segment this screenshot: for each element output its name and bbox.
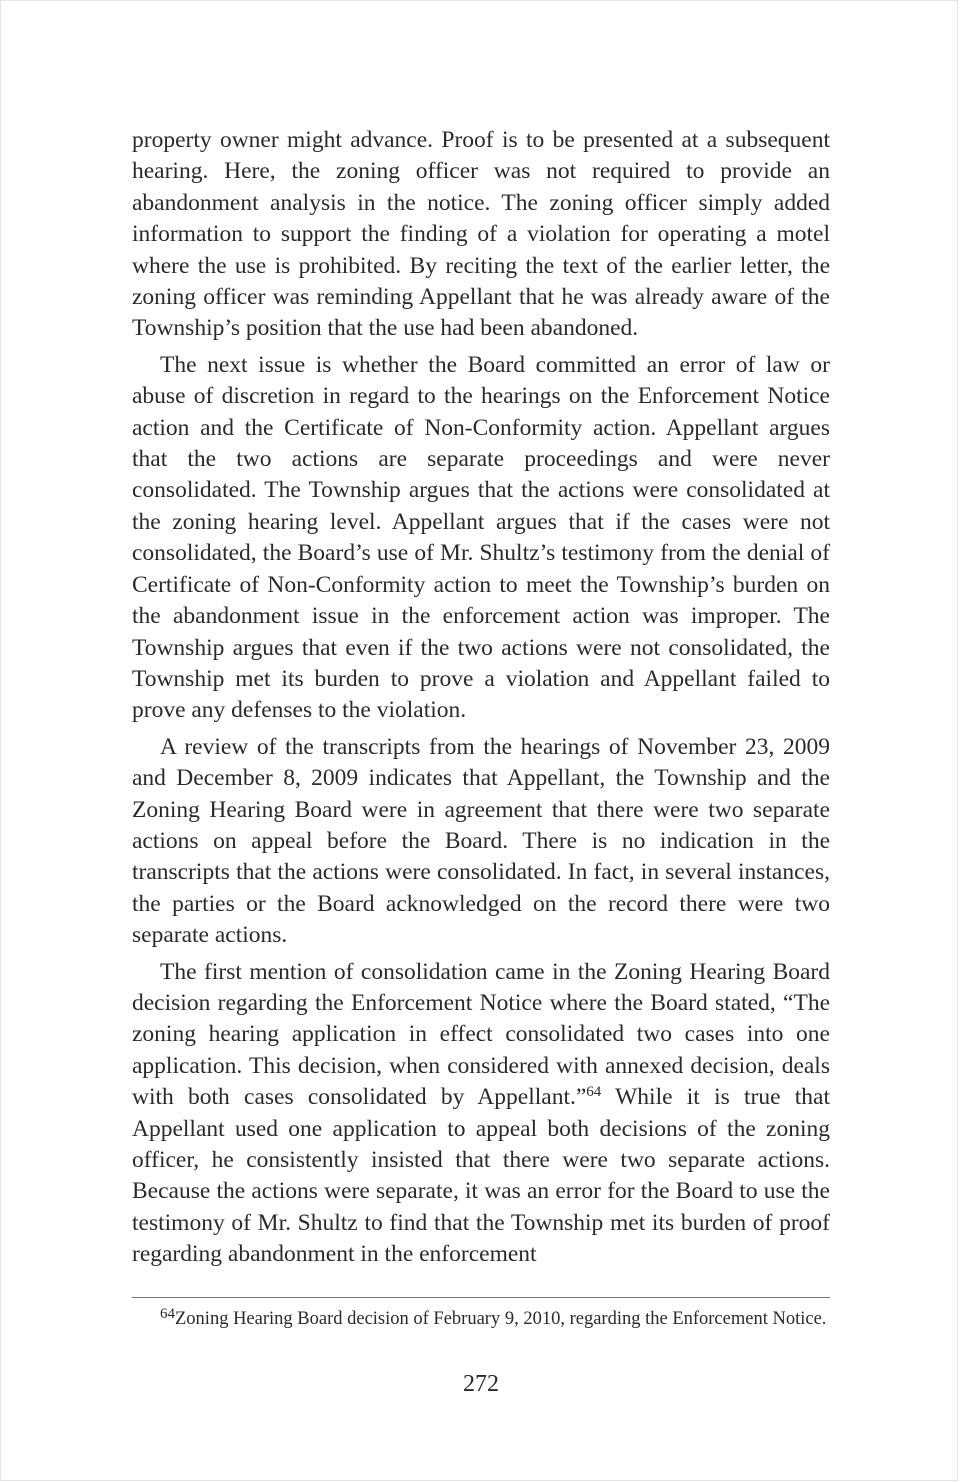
paragraph-first-mention-tail: While it is true that Appellant used one application to appeal both decisions of the zoning officer, he consistently insisted that there were two separate actions. Because the actions were separate, it was an error for the Board to use the testimony of Mr. Shultz to find that the Township met its burden of proof regarding abandonment in the enforcement [132,1084,830,1268]
footnote-reference[interactable]: 64 [586,1084,602,1101]
body-text [132,125,830,1276]
paragraph-first-mention-lead: The first mention of consolidation came in the Zoning Hearing Board decision regarding the Enforcement Notice where the Board stated, “The zoning hearing application in effect consolidated two cases into one application. This decision, when considered with annexed decision, deals with both cases consolidated by Appellant.” [132,958,830,1111]
footnote-text: Zoning Hearing Board decision of February 9, 2010, regarding the Enforcement Notice. [175,1309,827,1329]
paragraph-consolidation-issue: The next issue is whether the Board committed an error of law or abuse of discretion in regard to the hearings on the Enforcement Notice action and the Certificate of Non-Conformity action. Appellant argues that the two actions are separate proceedings and were never consolidated. The Township argues that the actions were consolidated at the zoning hearing level. Appellant argues that if the cases were not consolidated, the Board’s use of Mr. Shultz’s testimony from the denial of Certificate of Non-Conformity action to meet the Township’s burden on the abandonment issue in the enforcement action was improper. The Township argues that even if the two actions were not consolidated, the Township met its burden to prove a violation and Appellant failed to prove any defenses to the violation. [132,351,830,724]
footnote-number: 64 [160,1306,175,1322]
page-number: 272 [463,1371,499,1397]
footnote [132,1307,830,1331]
footnote-divider [132,1297,830,1298]
paragraph-continued: property owner might advance. Proof is to be presented at a subsequent hearing. Here, the zoning officer was not required to provide an abandonment analysis in the notice. The zoning officer simply added information to support the finding of a violation for operating a motel where the use is prohibited. By reciting the text of the earlier letter, the zoning officer was reminding Appellant that he was already aware of the Township’s position that the use had been abandoned. [132,127,830,342]
paragraph-first-mention [132,957,830,1271]
paragraph-transcript-review: A review of the transcripts from the hearings of November 23, 2009 and December 8, 2009 indicates that Appellant, the Township and the Zoning Hearing Board were in agreement that there were two separate actions on appeal before the Board. There is no indication in the transcripts that the actions were consolidated. In fact, in several instances, the parties or the Board acknowledged on the record there were two separate actions. [132,733,830,949]
